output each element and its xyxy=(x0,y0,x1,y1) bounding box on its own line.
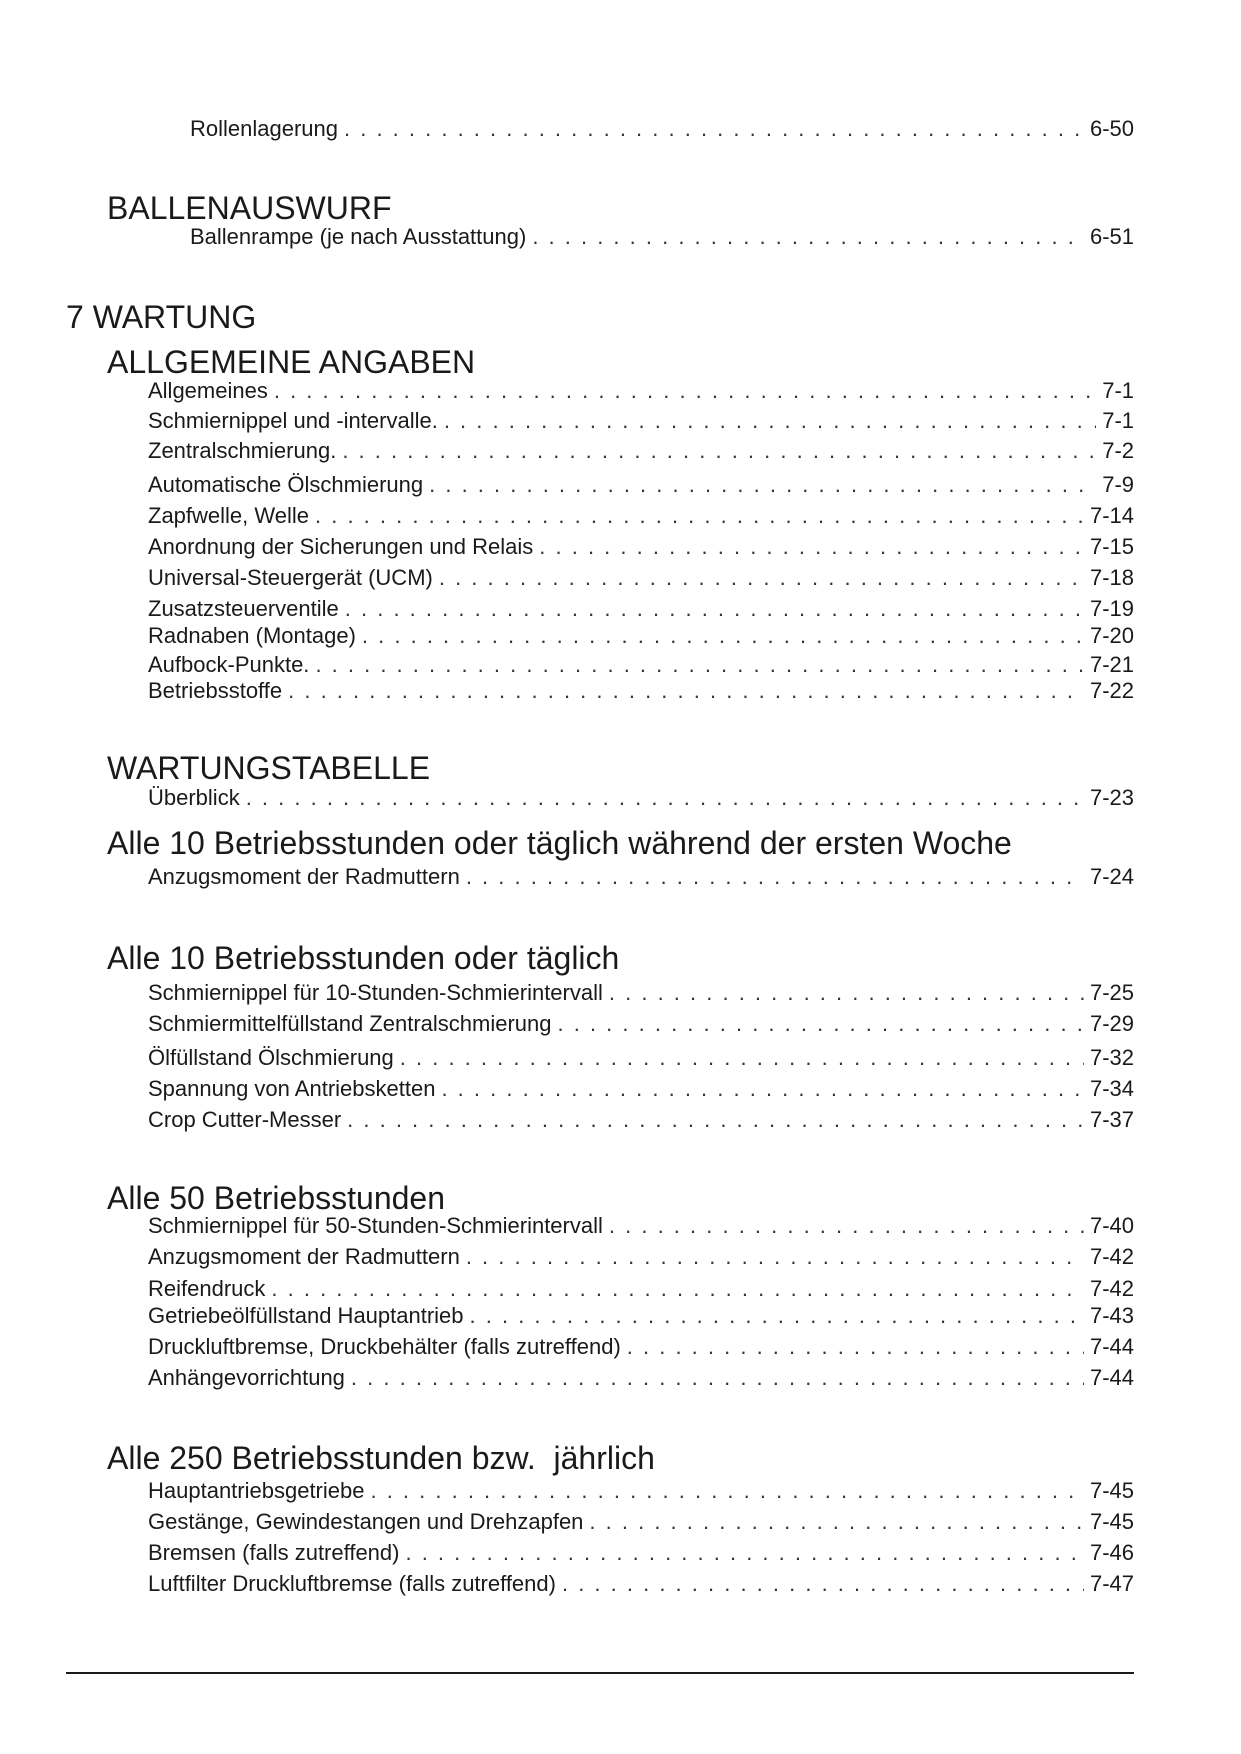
toc-entry-title: Hauptantriebsgetriebe xyxy=(148,1478,365,1503)
toc-entry-title: Radnaben (Montage) xyxy=(148,623,356,648)
toc-entry-title: Zapfwelle, Welle xyxy=(148,503,309,528)
toc-entry-title: Überblick xyxy=(148,785,240,810)
toc-entry[interactable] xyxy=(190,116,1134,142)
toc-entry[interactable] xyxy=(148,652,1134,678)
dot-leader xyxy=(362,623,1084,649)
toc-entry[interactable] xyxy=(148,1365,1134,1391)
toc-entry-page: 7-43 xyxy=(1089,1303,1134,1328)
section-heading: Alle 50 Betriebsstunden xyxy=(107,1180,445,1216)
toc-entry-page: 7-15 xyxy=(1089,534,1134,559)
dot-leader xyxy=(441,1076,1084,1102)
footer-rule xyxy=(66,1672,1134,1674)
toc-entry[interactable] xyxy=(148,1213,1134,1239)
toc-entry[interactable] xyxy=(148,534,1134,560)
toc-entry-page: 7-1 xyxy=(1102,408,1134,433)
toc-entry-page: 7-20 xyxy=(1089,623,1134,648)
section-heading: BALLENAUSWURF xyxy=(107,190,392,226)
dot-leader xyxy=(532,224,1084,250)
toc-entry-page: 7-44 xyxy=(1089,1365,1134,1390)
toc-entry-page: 7-22 xyxy=(1089,678,1134,703)
dot-leader xyxy=(609,980,1084,1006)
chapter-heading: 7 WARTUNG xyxy=(66,299,257,335)
toc-entry-title: Luftfilter Druckluftbremse (falls zutreffend) xyxy=(148,1571,556,1596)
section-heading: WARTUNGSTABELLE xyxy=(107,750,431,786)
toc-entry-title: Ballenrampe (je nach Ausstattung) xyxy=(190,224,527,249)
dot-leader xyxy=(246,785,1084,811)
dot-leader xyxy=(466,864,1084,890)
toc-entry-page: 7-45 xyxy=(1089,1478,1134,1503)
toc-entry[interactable] xyxy=(148,408,1134,434)
toc-entry-page: 7-44 xyxy=(1089,1334,1134,1359)
toc-entry[interactable] xyxy=(190,224,1134,250)
toc-entry[interactable] xyxy=(148,1478,1134,1504)
dot-leader xyxy=(370,1478,1083,1504)
toc-entry-title: Anordnung der Sicherungen und Relais xyxy=(148,534,534,559)
dot-leader xyxy=(274,378,1096,404)
toc-entry-page: 7-46 xyxy=(1089,1540,1134,1565)
section-heading: ALLGEMEINE ANGABEN xyxy=(107,344,476,380)
dot-leader xyxy=(444,408,1096,434)
toc-entry-title: Schmiernippel und -intervalle. xyxy=(148,408,438,433)
toc-entry[interactable] xyxy=(148,1276,1134,1302)
toc-entry-title: Anhängevorrichtung xyxy=(148,1365,345,1390)
dot-leader xyxy=(589,1509,1084,1535)
toc-entry-page: 7-40 xyxy=(1089,1213,1134,1238)
toc-entry-title: Spannung von Antriebsketten xyxy=(148,1076,436,1101)
toc-entry-page: 7-32 xyxy=(1089,1045,1134,1070)
dot-leader xyxy=(351,1365,1084,1391)
toc-entry[interactable] xyxy=(148,1011,1134,1037)
toc-entry-title: Universal-Steuergerät (UCM) xyxy=(148,565,433,590)
toc-entry-title: Schmiernippel für 10-Stunden-Schmierintervall xyxy=(148,980,603,1005)
toc-entry-title: Gestänge, Gewindestangen und Drehzapfen xyxy=(148,1509,584,1534)
toc-entry[interactable] xyxy=(148,1045,1134,1071)
dot-leader xyxy=(342,438,1096,464)
toc-entry-title: Anzugsmoment der Radmuttern xyxy=(148,864,460,889)
toc-entry[interactable] xyxy=(148,1303,1134,1329)
toc-entry-page: 7-2 xyxy=(1102,438,1134,463)
dot-leader xyxy=(466,1244,1084,1270)
toc-entry[interactable] xyxy=(148,503,1134,529)
toc-entry-page: 6-50 xyxy=(1089,116,1134,141)
toc-entry-title: Rollenlagerung xyxy=(190,116,338,141)
toc-entry[interactable] xyxy=(148,1076,1134,1102)
dot-leader xyxy=(429,472,1096,498)
toc-entry-title: Allgemeines xyxy=(148,378,268,403)
toc-entry-page: 7-19 xyxy=(1089,596,1134,621)
toc-entry-page: 7-18 xyxy=(1089,565,1134,590)
dot-leader xyxy=(405,1540,1083,1566)
toc-entry-page: 7-45 xyxy=(1089,1509,1134,1534)
toc-entry[interactable] xyxy=(148,785,1134,811)
toc-entry-title: Ölfüllstand Ölschmierung xyxy=(148,1045,394,1070)
toc-entry[interactable] xyxy=(148,1334,1134,1360)
toc-entry-title: Getriebeölfüllstand Hauptantrieb xyxy=(148,1303,464,1328)
dot-leader xyxy=(609,1213,1084,1239)
dot-leader xyxy=(558,1011,1084,1037)
dot-leader xyxy=(439,565,1084,591)
toc-entry[interactable] xyxy=(148,1540,1134,1566)
toc-entry-title: Zentralschmierung. xyxy=(148,438,337,463)
toc-entry-page: 7-9 xyxy=(1102,472,1134,497)
dot-leader xyxy=(288,678,1084,704)
dot-leader xyxy=(271,1276,1084,1302)
toc-entry[interactable] xyxy=(148,623,1134,649)
toc-entry-page: 7-29 xyxy=(1089,1011,1134,1036)
dot-leader xyxy=(344,116,1084,142)
toc-entry-title: Bremsen (falls zutreffend) xyxy=(148,1540,400,1565)
toc-entry-page: 7-21 xyxy=(1089,652,1134,677)
toc-entry[interactable] xyxy=(148,472,1134,498)
toc-entry[interactable] xyxy=(148,980,1134,1006)
toc-entry[interactable] xyxy=(148,1571,1134,1597)
toc-entry-page: 7-24 xyxy=(1089,864,1134,889)
dot-leader xyxy=(345,596,1084,622)
toc-entry-title: Aufbock-Punkte. xyxy=(148,652,310,677)
toc-entry-page: 6-51 xyxy=(1089,224,1134,249)
toc-entry[interactable] xyxy=(148,678,1134,704)
dot-leader xyxy=(562,1571,1084,1597)
toc-entry-page: 7-37 xyxy=(1089,1107,1134,1132)
toc-entry-page: 7-42 xyxy=(1089,1276,1134,1301)
toc-entry[interactable] xyxy=(148,864,1134,890)
toc-entry-page: 7-25 xyxy=(1089,980,1134,1005)
dot-leader xyxy=(347,1107,1084,1133)
toc-entry-title: Betriebsstoffe xyxy=(148,678,283,703)
toc-entry-page: 7-23 xyxy=(1089,785,1134,810)
toc-entry[interactable] xyxy=(148,438,1134,464)
toc-entry[interactable] xyxy=(148,1509,1134,1535)
toc-entry-title: Reifendruck xyxy=(148,1276,266,1301)
section-heading: Alle 10 Betriebsstunden oder täglich xyxy=(107,940,620,976)
toc-entry-title: Crop Cutter-Messer xyxy=(148,1107,342,1132)
dot-leader xyxy=(400,1045,1084,1071)
toc-entry-page: 7-1 xyxy=(1102,378,1134,403)
toc-entry-title: Druckluftbremse, Druckbehälter (falls zutreffend) xyxy=(148,1334,621,1359)
toc-entry-title: Automatische Ölschmierung xyxy=(148,472,424,497)
toc-entry[interactable] xyxy=(148,1107,1134,1133)
toc-entry[interactable] xyxy=(148,1244,1134,1270)
toc-entry[interactable] xyxy=(148,596,1134,622)
dot-leader xyxy=(470,1303,1084,1329)
toc-entry-title: Anzugsmoment der Radmuttern xyxy=(148,1244,460,1269)
section-heading: Alle 250 Betriebsstunden bzw. jährlich xyxy=(107,1440,655,1476)
dot-leader xyxy=(627,1334,1084,1360)
toc-entry-page: 7-34 xyxy=(1089,1076,1134,1101)
toc-entry-title: Schmiermittelfüllstand Zentralschmierung xyxy=(148,1011,552,1036)
toc-entry[interactable] xyxy=(148,565,1134,591)
toc-entry-page: 7-42 xyxy=(1089,1244,1134,1269)
toc-entry[interactable] xyxy=(148,378,1134,404)
toc-entry-title: Zusatzsteuerventile xyxy=(148,596,339,621)
toc-entry-title: Schmiernippel für 50-Stunden-Schmierintervall xyxy=(148,1213,603,1238)
dot-leader xyxy=(539,534,1084,560)
dot-leader xyxy=(315,503,1084,529)
section-heading: Alle 10 Betriebsstunden oder täglich während der ersten Woche xyxy=(107,825,1012,861)
toc-entry-page: 7-14 xyxy=(1089,503,1134,528)
dot-leader xyxy=(315,652,1084,678)
toc-entry-page: 7-47 xyxy=(1089,1571,1134,1596)
